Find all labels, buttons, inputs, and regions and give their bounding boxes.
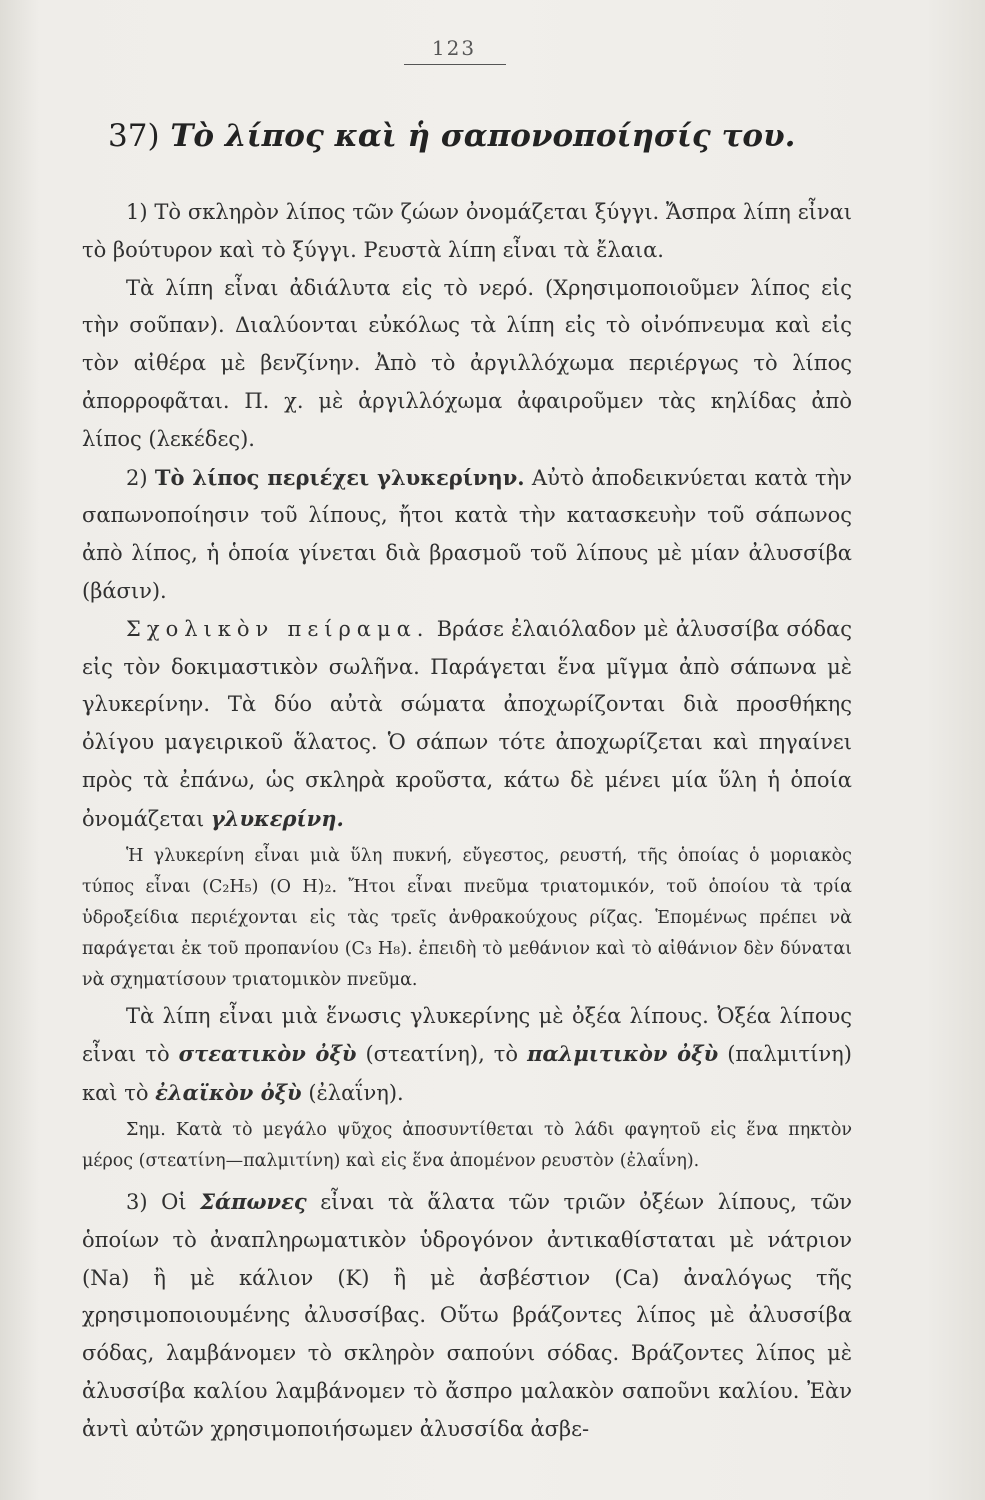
paragraph-1: 1) Τὸ σκληρὸν λίπος τῶν ζώων ὀνομάζεται ξύγγι. Ἄσπρα λίπη εἶναι τὸ βούτυρον καὶ τὸ ξύγγι. Ρευστὰ λίπη εἶναι τὰ ἔλαια. bbox=[82, 200, 852, 262]
paragraph-2: Τὰ λίπη εἶναι ἀδιάλυτα εἰς τὸ νερό. (Χρησιμοποιοῦμεν λίπος εἰς τὴν σοῦπαν). Διαλύονται εὐκόλως τὰ λίπη εἰς τὸ οἰνόπνευμα καὶ εἰς τὸν αἰθέρα μὲ βενζίνην. Ἀπὸ τὸ ἀργιλλόχωμα περιέργως τὸ λίπος ἀπορροφᾶται. Π. χ. μὲ ἀργιλλόχωμα ἀφαιροῦμεν τὰς κηλίδας ἀπὸ λίπος (λεκέδες). bbox=[82, 275, 852, 451]
experiment-heading: Σχολικὸν πείραμα. bbox=[126, 616, 430, 641]
paragraph-3-number: 2) bbox=[126, 465, 148, 490]
oleic-acid-term: ἐλαϊκὸν ὀξὺ bbox=[155, 1080, 302, 1106]
soaps-term: Σάπωνες bbox=[200, 1188, 307, 1214]
paragraph-5-d: (παλμιτίνη) καὶ τὸ bbox=[82, 1042, 852, 1106]
paragraph-5-a: Τὰ λίπη εἶναι μιὰ ἕνωσις γλυκερίνης μὲ ὀξέα λίπους. Ὀξέα λίπους εἶναι τὸ bbox=[82, 1003, 852, 1067]
paragraph-6-a: 3) Οἱ bbox=[126, 1189, 187, 1214]
stearic-acid-term: στεατικὸν ὀξὺ bbox=[178, 1041, 357, 1067]
experiment-term: γλυκερίνη. bbox=[210, 805, 344, 831]
palmitic-acid-term: παλμιτικὸν ὀξὺ bbox=[527, 1041, 719, 1067]
paragraph-5-e: (ἐλαΐνη). bbox=[308, 1081, 404, 1106]
paragraph-5-c: (στεατίνη), τὸ bbox=[365, 1042, 519, 1067]
paragraph-4 bbox=[82, 611, 852, 839]
paragraph-6 bbox=[82, 1183, 852, 1449]
paragraph-3-text: Αὐτὸ ἀποδεικνύεται κατὰ τὴν σαπωνοποίησιν τοῦ λίπους, ἤτοι κατὰ τὴν κατασκευὴν τοῦ σάπωνος ἀπὸ λίπος, ἡ ὁποία γίνεται διὰ βρασμοῦ τοῦ λίπους μὲ μίαν ἀλυσσίβα (βάσιν). bbox=[82, 465, 852, 603]
section-number: 37) bbox=[108, 118, 160, 154]
paragraph-6-text: εἶναι τὰ ἅλατα τῶν τριῶν ὀξέων λίπους, τῶν ὁποίων τὸ ἀναπληρωματικὸν ὑδρογόνον ἀντικαθίσταται μὲ νάτριον (Na) ἢ μὲ κάλιον (K) ἢ μὲ ἀσβέστιον (Ca) ἀναλόγως τῆς χρησιμοποιουμένης ἀλυσσίβας. Οὕτω βράζοντες λίπος μὲ ἀλυσσίβα σόδας, λαμβάνομεν τὸ σκληρὸν σαπούνι σόδας. Βράζοντες λίπος μὲ ἀλυσσίβα καλίου λαμβάνομεν τὸ ἄσπρο μαλακὸν σαποῦνι καλίου. Ἐὰν ἀντὶ αὐτῶν χρησιμοποιήσωμεν ἀλυσσίδα ἀσβε- bbox=[82, 1189, 852, 1441]
section-title bbox=[108, 118, 848, 154]
paragraph-3-heading: Τὸ λίπος περιέχει γλυκερίνην. bbox=[154, 464, 525, 490]
paragraph-5 bbox=[82, 998, 852, 1113]
page-number-rule bbox=[404, 64, 506, 65]
section-title-text: Τὸ λίπος καὶ ἡ σαπονοποίησίς του. bbox=[170, 118, 796, 154]
note-glycerin: Ἡ γλυκερίνη εἶναι μιὰ ὕλη πυκνή, εὔγεστος, ρευστή, τῆς ὁποίας ὁ μοριακὸς τύπος εἶναι (C₂H₅) (O H)₂. Ἤτοι εἶναι πνεῦμα τριατομικόν, τοῦ ὁποίου τὰ τρία ὑδροξείδια περιέχονται εἰς τὰς τρεῖς ἀνθρακούχους ρίζας. Ἑπομένως πρέπει νὰ παράγεται ἐκ τοῦ προπανίου (C₃ H₈). ἐπειδὴ τὸ μεθάνιον καὶ τὸ αἰθάνιον δὲν δύναται νὰ σχηματίσουν τριατομικὸν πνεῦμα. bbox=[82, 845, 852, 990]
page-number: 123 bbox=[431, 36, 477, 60]
note-cold: Σημ. Κατὰ τὸ μεγάλο ψῦχος ἀποσυντίθεται τὸ λάδι φαγητοῦ εἰς ἕνα πηκτὸν μέρος (στεατίνη—παλμιτίνη) καὶ εἰς ἕνα ἀπομένον ρευστὸν (ἐλαΐνη). bbox=[82, 1119, 852, 1171]
page-body bbox=[82, 194, 852, 1449]
paragraph-3 bbox=[82, 459, 852, 611]
experiment-text: Βράσε ἐλαιόλαδον μὲ ἀλυσσίβα σόδας εἰς τὸν δοκιμαστικὸν σωλῆνα. Παράγεται ἕνα μῖγμα ἀπὸ σάπωνα μὲ γλυκερίνην. Τὰ δύο αὐτὰ σώματα ἀποχωρίζονται διὰ προσθήκης ὀλίγου μαγειρικοῦ ἅλατος. Ὁ σάπων τότε ἀποχωρίζεται καὶ πηγαίνει πρὸς τὰ ἐπάνω, ὡς σκληρὰ κροῦστα, κάτω δὲ μένει μία ὕλη ἡ ὁποία ὀνομάζεται bbox=[82, 616, 852, 831]
